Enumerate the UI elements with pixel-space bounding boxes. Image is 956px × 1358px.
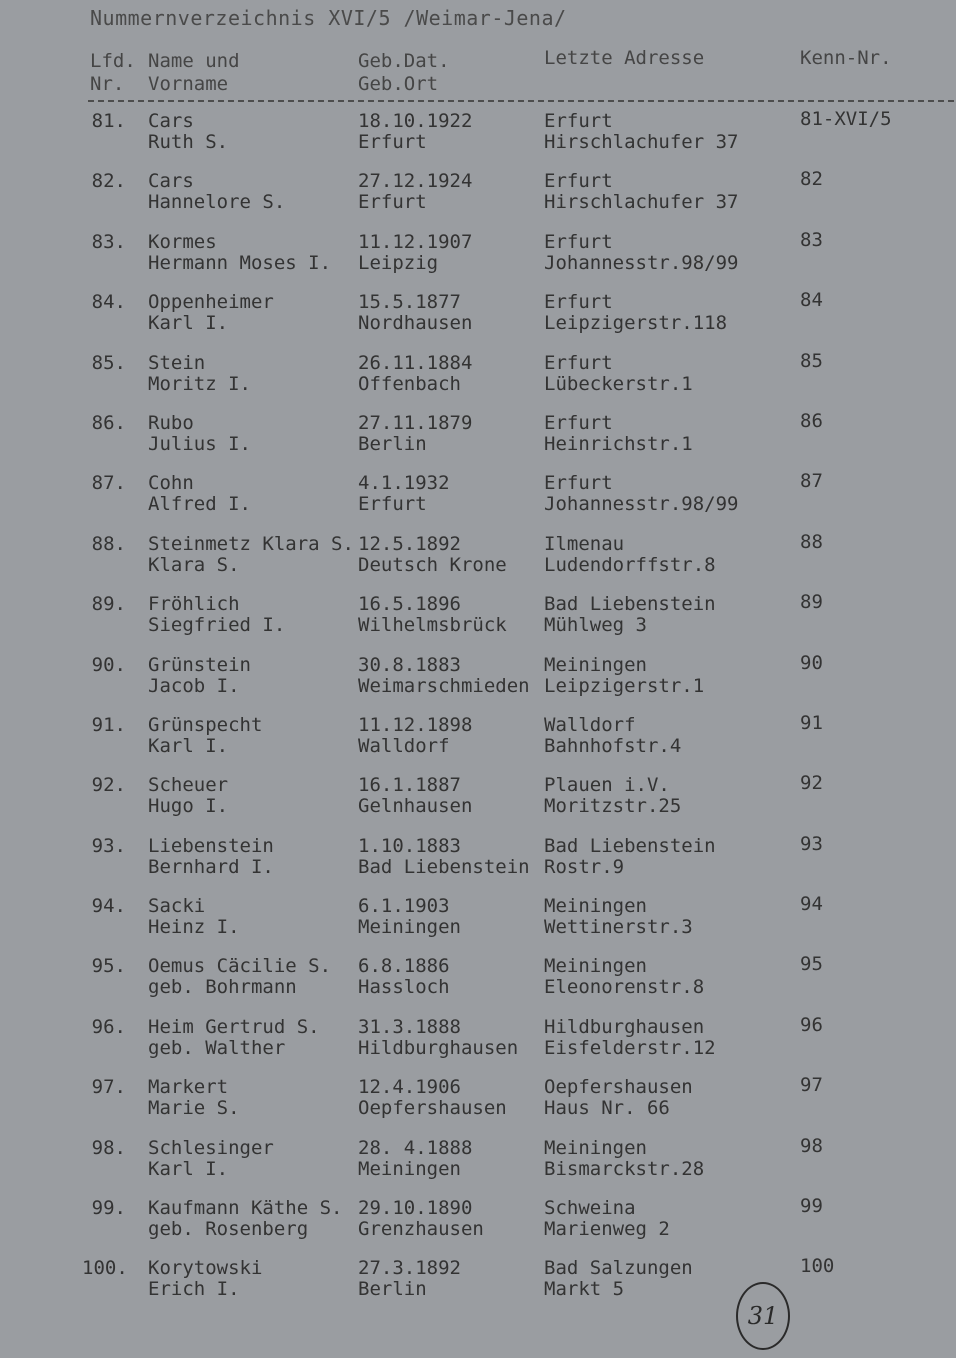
page-number-stamp: 31	[736, 1282, 790, 1350]
entry-birth-date: 6.8.1886	[358, 955, 450, 978]
entry-kenn-nr: 92	[800, 772, 823, 795]
header-nr: Nr.	[90, 73, 125, 95]
entry-number: 100.	[82, 1257, 128, 1280]
entry-birth-date: 29.10.1890	[358, 1197, 473, 1220]
entry-kenn-nr: 86	[800, 409, 823, 432]
entry-kenn-nr: 97	[800, 1074, 823, 1097]
entry-number: 87.	[91, 472, 126, 495]
entry-kenn-nr: 96	[800, 1013, 823, 1036]
entry-street: Rostr.9	[544, 855, 625, 878]
entry-vorname: Siegfried I.	[148, 614, 286, 637]
entry-kenn-nr: 85	[800, 349, 823, 372]
entry-kenn-nr: 94	[800, 893, 823, 916]
entry-name: Stein	[148, 351, 206, 374]
entry-name: Fröhlich	[148, 593, 240, 616]
entry-number: 82.	[91, 170, 126, 193]
entry-birth-date: 1.10.1883	[358, 834, 461, 857]
entry-street: Hirschlachufer 37	[544, 191, 739, 214]
entry-city: Meiningen	[544, 895, 647, 918]
entry-vorname: Hannelore S.	[148, 191, 286, 214]
entry-kenn-nr: 83	[800, 228, 823, 251]
list-item	[0, 532, 956, 592]
entry-number: 86.	[91, 411, 126, 434]
entry-city: Bad Liebenstein	[544, 834, 716, 857]
entry-birth-place: Hildburghausen	[358, 1036, 519, 1059]
entry-number: 90.	[91, 653, 126, 676]
entry-name: Steinmetz Klara S.	[148, 532, 354, 555]
entry-birth-place: Grenzhausen	[358, 1218, 484, 1241]
entry-birth-place: Leipzig	[358, 251, 439, 274]
entry-city: Meiningen	[544, 1136, 647, 1159]
entry-birth-place: Berlin	[358, 1278, 427, 1301]
entry-city: Meiningen	[544, 653, 647, 676]
entry-city: Erfurt	[544, 411, 613, 434]
entry-name: Markert	[148, 1076, 229, 1099]
entry-number: 85.	[91, 351, 126, 374]
entry-birth-date: 12.5.1892	[358, 532, 461, 555]
list-item	[0, 230, 956, 290]
entry-vorname: Moritz I.	[148, 372, 251, 395]
entry-birth-place: Nordhausen	[358, 312, 473, 335]
entry-city: Meiningen	[544, 955, 647, 978]
list-item	[0, 773, 956, 833]
entry-vorname: Karl I.	[148, 1157, 229, 1180]
entry-street: Eisfelderstr.12	[544, 1036, 716, 1059]
entry-name: Heim Gertrud S.	[148, 1015, 320, 1038]
entry-birth-date: 31.3.1888	[358, 1015, 461, 1038]
entry-number: 88.	[91, 532, 126, 555]
entry-birth-date: 28. 4.1888	[358, 1136, 473, 1159]
entry-name: Liebenstein	[148, 834, 274, 857]
entry-birth-date: 18.10.1922	[358, 110, 473, 132]
entry-street: Haus Nr. 66	[544, 1097, 670, 1120]
entry-kenn-nr: 89	[800, 591, 823, 614]
entry-name: Scheuer	[148, 774, 229, 797]
entry-birth-place: Walldorf	[358, 734, 450, 757]
header-lfd: Lfd.	[90, 50, 136, 72]
entry-city: Erfurt	[544, 170, 613, 193]
entry-name: Cars	[148, 110, 194, 132]
entry-kenn-nr: 87	[800, 470, 823, 493]
header-vorname: Vorname	[148, 73, 229, 95]
entry-birth-date: 27.12.1924	[358, 170, 473, 193]
entry-kenn-nr: 91	[800, 711, 823, 734]
entry-number: 95.	[91, 955, 126, 978]
entry-street: Markt 5	[544, 1278, 625, 1301]
entry-street: Bismarckstr.28	[544, 1157, 705, 1180]
entry-kenn-nr: 84	[800, 289, 823, 312]
entry-number: 83.	[91, 230, 126, 253]
entry-birth-date: 15.5.1877	[358, 291, 461, 314]
entry-street: Marienweg 2	[544, 1218, 670, 1241]
entry-vorname: geb. Bohrmann	[148, 976, 297, 999]
entry-list	[0, 109, 956, 1317]
entry-vorname: Bernhard I.	[148, 855, 274, 878]
entry-birth-place: Offenbach	[358, 372, 461, 395]
entry-vorname: Karl I.	[148, 734, 229, 757]
list-item	[0, 1256, 956, 1316]
entry-number: 89.	[91, 593, 126, 616]
entry-name: Schlesinger	[148, 1136, 274, 1159]
header-gebdat: Geb.Dat.	[358, 50, 450, 72]
header-lfd-nr	[90, 50, 136, 96]
entry-vorname: Heinz I.	[148, 916, 240, 939]
entry-name: Grünstein	[148, 653, 251, 676]
entry-number: 84.	[91, 291, 126, 314]
list-item	[0, 411, 956, 471]
entry-kenn-nr: 95	[800, 953, 823, 976]
list-item	[0, 109, 956, 169]
entry-street: Wettinerstr.3	[544, 916, 693, 939]
header-gebort: Geb.Ort	[358, 73, 439, 95]
entry-vorname: Julius I.	[148, 432, 251, 455]
entry-birth-date: 11.12.1907	[358, 230, 473, 253]
entry-number: 81.	[91, 110, 126, 132]
entry-birth-date: 27.11.1879	[358, 411, 473, 434]
entry-vorname: Klara S.	[148, 553, 240, 576]
header-name-und: Name und	[148, 50, 240, 72]
list-item	[0, 351, 956, 411]
entry-street: Mühlweg 3	[544, 614, 647, 637]
entry-number: 91.	[91, 713, 126, 736]
entry-birth-date: 11.12.1898	[358, 713, 473, 736]
list-item	[0, 290, 956, 350]
entry-name: Grünspecht	[148, 713, 263, 736]
entry-city: Erfurt	[544, 472, 613, 495]
entry-kenn-nr: 99	[800, 1195, 823, 1218]
entry-kenn-nr: 90	[800, 651, 823, 674]
entry-street: Lübeckerstr.1	[544, 372, 693, 395]
entry-vorname: Erich I.	[148, 1278, 240, 1301]
entry-birth-date: 16.5.1896	[358, 593, 461, 616]
entry-birth-date: 30.8.1883	[358, 653, 461, 676]
entry-street: Ludendorffstr.8	[544, 553, 716, 576]
entry-vorname: geb. Rosenberg	[148, 1218, 309, 1241]
entry-birth-place: Meiningen	[358, 1157, 461, 1180]
list-item	[0, 834, 956, 894]
entry-kenn-nr: 98	[800, 1134, 823, 1157]
entry-birth-place: Berlin	[358, 432, 427, 455]
entry-birth-place: Gelnhausen	[358, 795, 473, 818]
header-divider	[88, 100, 954, 102]
entry-vorname: Jacob I.	[148, 674, 240, 697]
entry-number: 94.	[91, 895, 126, 918]
entry-kenn-nr: 81-XVI/5	[800, 108, 892, 130]
entry-street: Hirschlachufer 37	[544, 131, 739, 153]
entry-city: Erfurt	[544, 110, 613, 132]
entry-street: Moritzstr.25	[544, 795, 682, 818]
entry-name: Korytowski	[148, 1257, 263, 1280]
entry-number: 93.	[91, 834, 126, 857]
list-item	[0, 1075, 956, 1135]
entry-number: 92.	[91, 774, 126, 797]
list-item	[0, 592, 956, 652]
entry-birth-place: Hassloch	[358, 976, 450, 999]
entry-birth-date: 16.1.1887	[358, 774, 461, 797]
entry-city: Walldorf	[544, 713, 636, 736]
entry-number: 96.	[91, 1015, 126, 1038]
list-item	[0, 1136, 956, 1196]
entry-city: Erfurt	[544, 291, 613, 314]
entry-name: Kaufmann Käthe S.	[148, 1197, 343, 1220]
entry-birth-place: Erfurt	[358, 493, 427, 516]
entry-city: Bad Liebenstein	[544, 593, 716, 616]
entry-name: Cohn	[148, 472, 194, 495]
entry-vorname: Ruth S.	[148, 131, 229, 153]
list-item	[0, 894, 956, 954]
list-item	[0, 169, 956, 229]
entry-birth-place: Wilhelmsbrück	[358, 614, 507, 637]
entry-name: Cars	[148, 170, 194, 193]
entry-vorname: Hermann Moses I.	[148, 251, 332, 274]
entry-city: Ilmenau	[544, 532, 625, 555]
entry-name: Oppenheimer	[148, 291, 274, 314]
entry-kenn-nr: 93	[800, 832, 823, 855]
entry-street: Johannesstr.98/99	[544, 251, 739, 274]
entry-kenn-nr: 82	[800, 168, 823, 191]
entry-kenn-nr: 100	[800, 1255, 835, 1278]
entry-street: Leipzigerstr.118	[544, 312, 728, 335]
list-item	[0, 653, 956, 713]
header-kenn-nr: Kenn-Nr.	[800, 47, 892, 69]
entry-birth-place: Erfurt	[358, 191, 427, 214]
header-name	[148, 50, 240, 96]
entry-birth-place: Meiningen	[358, 916, 461, 939]
entry-kenn-nr: 88	[800, 530, 823, 553]
entry-birth-place: Erfurt	[358, 131, 427, 153]
entry-city: Erfurt	[544, 230, 613, 253]
entry-vorname: Alfred I.	[148, 493, 251, 516]
header-adresse: Letzte Adresse	[544, 47, 705, 69]
entry-number: 99.	[91, 1197, 126, 1220]
document-title: Nummernverzeichnis XVI/5 /Weimar-Jena/	[90, 6, 567, 30]
entry-name: Sacki	[148, 895, 206, 918]
entry-city: Erfurt	[544, 351, 613, 374]
list-item	[0, 954, 956, 1014]
entry-name: Rubo	[148, 411, 194, 434]
entry-birth-date: 4.1.1932	[358, 472, 450, 495]
entry-street: Eleonorenstr.8	[544, 976, 705, 999]
entry-number: 97.	[91, 1076, 126, 1099]
list-item	[0, 1196, 956, 1256]
entry-street: Leipzigerstr.1	[544, 674, 705, 697]
entry-name: Oemus Cäcilie S.	[148, 955, 332, 978]
entry-city: Bad Salzungen	[544, 1257, 693, 1280]
entry-name: Kormes	[148, 230, 217, 253]
entry-birth-place: Oepfershausen	[358, 1097, 507, 1120]
entry-number: 98.	[91, 1136, 126, 1159]
list-item	[0, 471, 956, 531]
list-item	[0, 713, 956, 773]
entry-city: Plauen i.V.	[544, 774, 670, 797]
entry-street: Heinrichstr.1	[544, 432, 693, 455]
entry-birth-place: Bad Liebenstein	[358, 855, 530, 878]
entry-birth-date: 27.3.1892	[358, 1257, 461, 1280]
entry-city: Schweina	[544, 1197, 636, 1220]
entry-vorname: Hugo I.	[148, 795, 229, 818]
entry-vorname: geb. Walther	[148, 1036, 286, 1059]
list-item	[0, 1015, 956, 1075]
entry-birth-date: 26.11.1884	[358, 351, 473, 374]
entry-vorname: Karl I.	[148, 312, 229, 335]
entry-birth-place: Weimarschmieden	[358, 674, 530, 697]
entry-vorname: Marie S.	[148, 1097, 240, 1120]
header-geburt	[358, 50, 450, 96]
entry-city: Oepfershausen	[544, 1076, 693, 1099]
entry-street: Johannesstr.98/99	[544, 493, 739, 516]
entry-street: Bahnhofstr.4	[544, 734, 682, 757]
entry-birth-place: Deutsch Krone	[358, 553, 507, 576]
entry-city: Hildburghausen	[544, 1015, 705, 1038]
entry-birth-date: 12.4.1906	[358, 1076, 461, 1099]
entry-birth-date: 6.1.1903	[358, 895, 450, 918]
